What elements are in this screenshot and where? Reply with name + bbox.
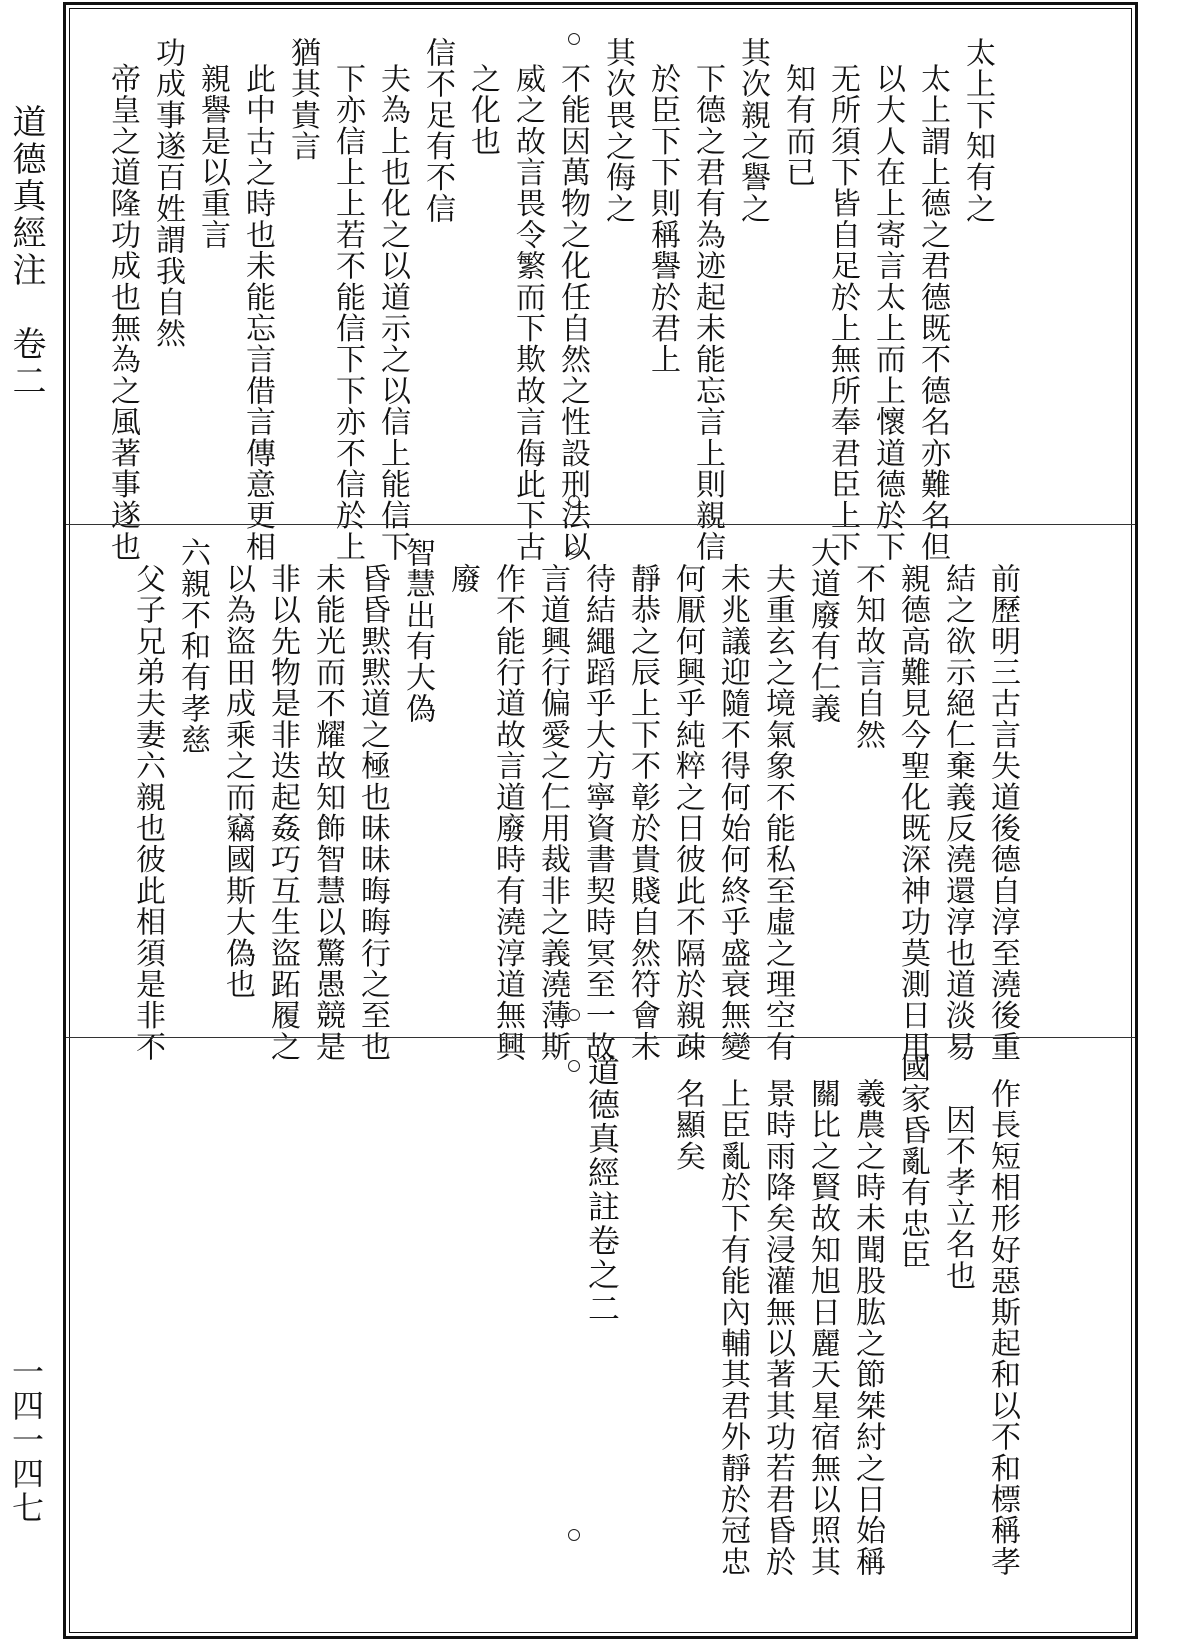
circle-mark [568, 1060, 580, 1072]
text-line: 大道廢有仁義 [805, 537, 840, 725]
text-line: 因不孝立名也 [940, 1104, 975, 1292]
text-line: 作長短相形好惡斯起和以不和標稱孝 [985, 1078, 1020, 1578]
text-line: 功成事遂百姓謂我自然 [150, 37, 185, 349]
text-line: 威之故言畏令繁而下欺故言侮此下古 [510, 63, 545, 563]
text-line: 名顯矣 [670, 1078, 705, 1172]
text-line: 作不能行道故言道廢時有澆淳道無興 [490, 563, 525, 1063]
text-line: 太上下知有之 [960, 37, 995, 225]
text-line: 未能光而不耀故知飾智慧以驚愚競是 [310, 563, 345, 1063]
text-line: 待結繩蹈乎大方寧資書契時冥至一故 [580, 563, 615, 1063]
volume-end-title: 道德真經註卷之二 [583, 1054, 621, 1326]
text-line: 猶其貴言 [285, 37, 320, 162]
text-line: 昏昏黙黙道之極也昧昧晦晦行之至也 [355, 563, 390, 1063]
text-line: 帝皇之道隆功成也無為之風著事遂也 [105, 63, 140, 563]
text-line: 靜恭之辰上下不彰於貴賤自然符會未 [625, 563, 660, 1063]
text-panel-3 [66, 1037, 1135, 1637]
text-line: 夫重玄之境氣象不能私至虛之理空有 [760, 563, 795, 1063]
side-title: 道德真經注 卷二 [6, 104, 46, 400]
text-line: 智慧出有大偽 [400, 537, 435, 725]
circle-mark [568, 543, 580, 555]
text-line: 國家昏亂有忠臣 [895, 1052, 930, 1271]
text-line: 不能因萬物之化任自然之性設刑法以 [555, 63, 590, 563]
circle-mark [568, 1529, 580, 1541]
side-page-number: 一四一四七 [7, 1355, 45, 1525]
text-line: 親德高難見今聖化既深神功莫測日用 [895, 563, 930, 1063]
text-line: 於臣下下則稱譽於君上 [645, 63, 680, 375]
text-line: 六親不和有孝慈 [175, 537, 210, 756]
text-line: 其次畏之侮之 [600, 37, 635, 225]
text-line: 不知故言自然 [850, 563, 885, 751]
text-panel-1 [66, 5, 1135, 563]
text-line: 上臣亂於下有能內輔其君外靜於冠忠 [715, 1078, 750, 1578]
circle-mark [568, 33, 580, 45]
text-line: 知有而已 [780, 63, 815, 188]
text-line: 羲農之時未聞股肱之節桀紂之日始稱 [850, 1078, 885, 1578]
text-line: 此中古之時也未能忘言借言傳意更相 [240, 63, 275, 563]
circle-mark [568, 1009, 580, 1021]
text-line: 其次親之譽之 [735, 37, 770, 225]
text-line: 下德之君有為迹起未能忘言上則親信 [690, 63, 725, 563]
text-line: 何厭何興乎純粹之日彼此不隔於親疎 [670, 563, 705, 1063]
text-line: 父子兄弟夫妻六親也彼此相須是非不 [130, 563, 165, 1063]
text-line: 之化也 [465, 63, 500, 157]
text-line: 夫為上也化之以道示之以信上能信下 [375, 63, 410, 563]
text-line: 无所須下皆自足於上無所奉君臣上下 [825, 63, 860, 563]
text-line: 言道興行偏愛之仁用裁非之義澆薄斯 [535, 563, 570, 1063]
text-line: 以大人在上寄言太上而上懷道德於下 [870, 63, 905, 563]
text-line: 前歷明三古言失道後德自淳至澆後重 [985, 563, 1020, 1063]
text-line: 景時雨降矣浸灌無以著其功若君昏於 [760, 1078, 795, 1578]
page-frame [63, 2, 1138, 1639]
text-line: 非以先物是非迭起姦巧互生盜跖履之 [265, 563, 300, 1063]
circle-mark [568, 495, 580, 507]
text-line: 廢 [445, 563, 480, 595]
text-line: 太上謂上德之君德既不德名亦難名但 [915, 63, 950, 563]
text-line: 下亦信上上若不能信下下亦不信於上 [330, 63, 365, 563]
text-line: 關比之賢故知旭日麗天星宿無以照其 [805, 1078, 840, 1578]
text-line: 以為盜田成乘之而竊國斯大偽也 [220, 563, 255, 1000]
text-panel-2 [66, 524, 1135, 1063]
text-line: 結之欲示絕仁棄義反澆還淳也道淡易 [940, 563, 975, 1063]
text-line: 親譽是以重言 [195, 63, 230, 251]
text-line: 未兆議迎隨不得何始何終乎盛衰無變 [715, 563, 750, 1063]
text-line: 信不足有不信 [420, 37, 455, 225]
